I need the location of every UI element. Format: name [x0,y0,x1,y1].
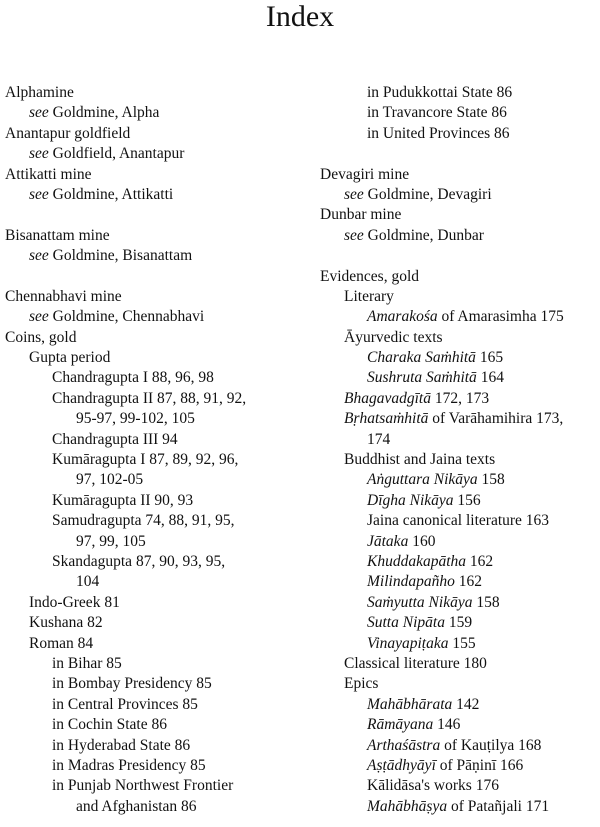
index-text: Devagiri mine [320,165,410,183]
index-subentry [320,532,600,552]
index-subentry [320,409,600,429]
page-title: Index [265,0,335,33]
index-text: in Cochin State 86 [52,716,167,734]
index-text: 162 [466,552,494,570]
index-entry [320,267,600,287]
index-subentry [320,797,600,817]
index-subentry [320,695,600,715]
index-text: 172, 173 [430,389,490,407]
index-subentry [5,572,340,592]
index-subentry [5,491,340,511]
index-subentry [5,552,340,572]
index-subentry [5,246,340,266]
index-text: in Pudukkottai State 86 [367,84,513,101]
index-text-italic: Arthaśāstra [367,736,441,754]
index-text: Buddhist and Jaina texts [344,451,496,469]
index-spacer [5,205,340,225]
index-subentry [5,409,340,429]
index-subentry [320,491,600,511]
index-text: of Pāṇinī 166 [435,756,524,774]
index-text: 155 [448,634,476,652]
index-subentry [320,715,600,735]
index-subentry [320,511,600,531]
index-subentry [5,797,340,817]
index-spacer [320,246,600,266]
index-subentry [5,307,340,327]
index-text: Literary [344,287,394,305]
index-subentry [320,287,600,307]
index-text-italic: Saṁyutta Nikāya [367,593,473,611]
index-subentry [320,389,600,409]
index-text: Kumāragupta I 87, 89, 92, 96, [52,451,239,469]
index-subentry [5,368,340,388]
index-text: in Travancore State 86 [367,104,507,122]
index-text: 165 [475,349,504,367]
index-subentry [320,470,600,490]
index-subentry [5,634,340,654]
index-text: in Bombay Presidency 85 [52,675,212,693]
index-subentry [320,348,600,368]
index-text-italic: Aṣṭādhyāyī [367,756,436,774]
index-subentry [320,450,600,470]
index-entry [5,328,340,348]
index-text-italic: Sushruta Saṁhitā [367,369,477,387]
index-entry [5,226,340,246]
index-entry [5,83,340,103]
index-text: in United Provinces 86 [367,124,510,142]
index-entry [5,124,340,144]
index-text-italic: Mahābhārata [367,695,453,713]
index-subentry [5,532,340,552]
index-text: Kumāragupta II 90, 93 [52,491,194,509]
index-text: Epics [344,675,379,693]
index-subentry [320,83,600,103]
index-subentry [320,124,600,144]
index-text: 174 [367,430,391,448]
index-subentry [320,103,600,123]
index-entry [5,165,340,185]
index-text: 156 [453,491,481,509]
index-text-italic: Charaka Saṁhitā [367,349,476,367]
index-subentry [5,470,340,490]
index-text: in Bihar 85 [52,654,122,672]
index-text: 95-97, 99-102, 105 [76,410,195,428]
index-text: 159 [444,614,473,632]
index-text: 160 [408,532,436,550]
index-entry [320,205,600,225]
index-text: Goldfield, Anantapur [48,145,185,163]
index-text-italic: Bṛhatsaṁhitā [344,410,429,428]
index-subentry [320,226,600,246]
index-text: 104 [76,573,100,591]
index-text-italic: Milindapañho [367,573,455,591]
index-text: Gupta period [29,349,111,367]
index-text-italic: Khuddakapātha [367,552,467,570]
index-text: of Kauṭilya 168 [440,736,542,754]
index-text-italic: Amarakośa [367,308,438,326]
index-subentry [5,511,340,531]
index-subentry [5,695,340,715]
index-text: Evidences, gold [320,267,420,285]
index-text: Chennabhavi mine [5,287,122,305]
index-subentry [5,715,340,735]
index-text-italic: see [29,247,49,265]
index-text: Anantapur goldfield [5,124,131,142]
index-text: 162 [454,573,482,591]
index-text: and Afghanistan 86 [76,797,197,815]
index-text: Chandragupta I 88, 96, 98 [52,369,214,387]
index-subentry [5,144,340,164]
index-spacer [5,267,340,287]
index-subentry [5,756,340,776]
index-subentry [5,736,340,756]
index-text-italic: Rāmāyana [367,716,434,734]
index-subentry [320,654,600,674]
index-text: Kālidāsa's works 176 [367,777,499,795]
index-column-right [320,83,600,817]
index-subentry [5,593,340,613]
index-text-italic: see [29,185,49,203]
index-text: in Central Provinces 85 [52,695,198,713]
index-subentry [5,654,340,674]
index-text: Alphamine [5,84,74,101]
index-subentry [320,368,600,388]
index-text: of Amarasimha 175 [437,308,564,326]
index-text: Chandragupta III 94 [52,430,178,448]
index-subentry [320,552,600,572]
index-text-italic: see [29,308,49,326]
index-text: in Hyderabad State 86 [52,736,191,754]
index-text: Kushana 82 [29,614,103,632]
index-subentry [320,674,600,694]
index-text: of Varāhamihira 173, [428,410,564,428]
index-text: in Punjab Northwest Frontier [52,777,234,795]
index-subentry [5,674,340,694]
index-text: 164 [476,369,504,387]
index-spacer [320,144,600,164]
index-entry [320,165,600,185]
index-text: in Madras Presidency 85 [52,756,206,774]
index-subentry [320,593,600,613]
index-text-italic: Jātaka [367,532,409,550]
index-text: Dunbar mine [320,206,402,224]
index-text: Bisanattam mine [5,226,110,244]
index-column-left [5,83,340,817]
index-text-italic: Sutta Nipāta [367,614,445,632]
index-subentry [5,430,340,450]
index-text-italic: Vinayapiṭaka [367,634,449,652]
index-text: Goldmine, Attikatti [48,185,174,203]
index-subentry [5,103,340,123]
index-text: Goldmine, Dunbar [363,226,484,244]
index-subentry [320,307,600,327]
index-text: Āyurvedic texts [344,328,443,346]
index-text: Indo-Greek 81 [29,593,120,611]
index-subentry [320,430,600,450]
index-subentry [5,613,340,633]
index-text-italic: Dīgha Nikāya [367,491,454,509]
index-text: Attikatti mine [5,165,92,183]
index-text-italic: Aṅguttara Nikāya [367,471,478,489]
index-text-italic: see [344,226,364,244]
index-text: 158 [477,471,505,489]
index-text: Roman 84 [29,634,94,652]
index-subentry [320,328,600,348]
index-subentry [5,348,340,368]
index-text: of Patañjali 171 [447,797,550,815]
index-text: 158 [472,593,500,611]
index-subentry [320,736,600,756]
index-entry [5,287,340,307]
index-subentry [5,776,340,796]
index-text-italic: see [29,145,49,163]
index-text: 97, 102-05 [76,471,144,489]
index-subentry [320,756,600,776]
index-text: 142 [452,695,480,713]
index-text: Goldmine, Devagiri [363,185,492,203]
index-subentry [320,776,600,796]
index-subentry [5,389,340,409]
index-text-italic: Mahābhāṣya [367,797,448,815]
index-subentry [320,613,600,633]
index-text: Goldmine, Alpha [48,104,160,122]
index-subentry [5,450,340,470]
index-subentry [5,185,340,205]
index-text: Skandagupta 87, 90, 93, 95, [52,552,226,570]
index-text: Chandragupta II 87, 88, 91, 92, [52,389,247,407]
index-text: Samudragupta 74, 88, 91, 95, [52,512,235,530]
index-text: Coins, gold [5,328,77,346]
index-subentry [320,572,600,592]
index-text: Jaina canonical literature 163 [367,512,550,530]
index-subentry [320,634,600,654]
index-text: 97, 99, 105 [76,532,146,550]
index-text-italic: Bhagavadgītā [344,389,431,407]
index-text: Goldmine, Chennabhavi [48,308,205,326]
index-text: 146 [433,716,461,734]
index-text-italic: see [29,104,49,122]
index-text: Classical literature 180 [344,654,487,672]
index-text-italic: see [344,185,364,203]
index-text: Goldmine, Bisanattam [48,247,193,265]
index-subentry [320,185,600,205]
